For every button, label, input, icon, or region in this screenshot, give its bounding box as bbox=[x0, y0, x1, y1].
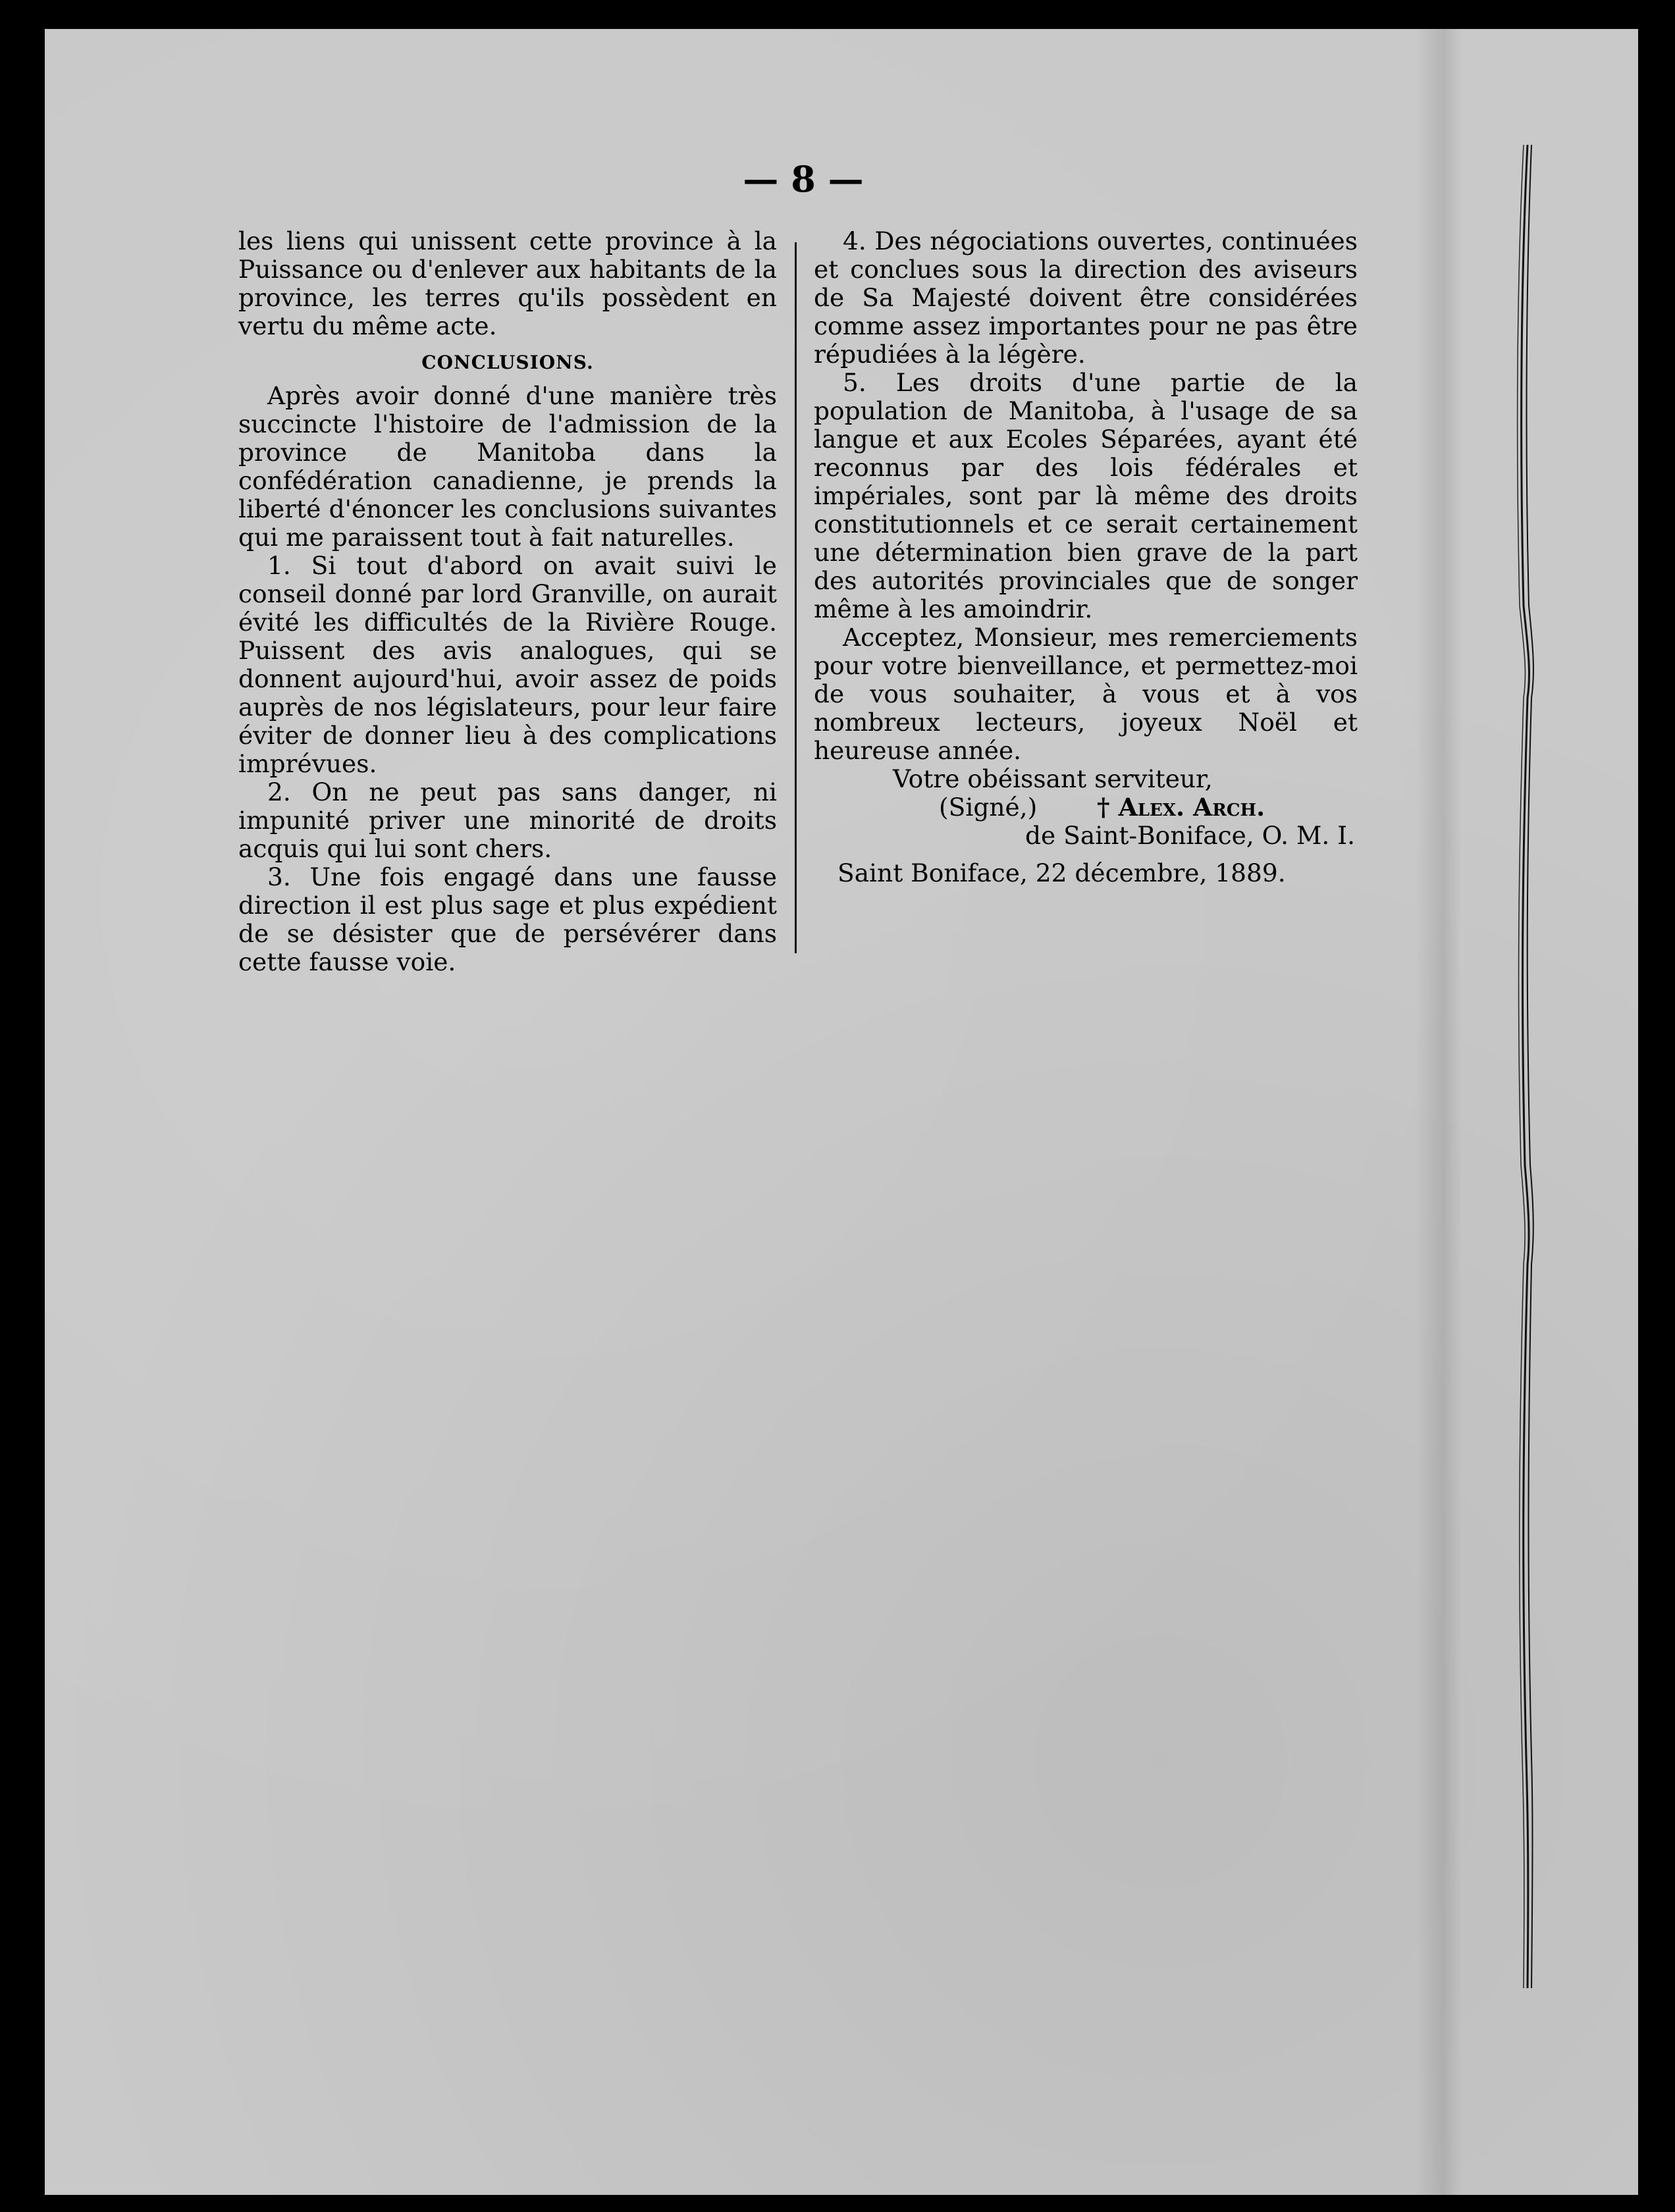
signed-label: (Signé,) bbox=[939, 793, 1038, 822]
binding-stitch bbox=[1508, 145, 1547, 1988]
paragraph: 1. Si tout d'abord on avait suivi le conseil donné par lord Granville, on aurait évité les difficultés de la Rivière Rouge. Puissent des avis analogues, qui se donnent aujourd'hui, avoir assez de poids auprès de nos législateurs, pour leur faire éviter de donner lieu à des complications imprévues. bbox=[238, 551, 777, 778]
paragraph: 3. Une fois engagé dans une fausse direction il est plus sage et plus expédient de se désister que de persévérer dans cette fausse voie. bbox=[238, 862, 777, 976]
signature-line bbox=[814, 793, 1358, 822]
signature: † Alex. Arch. bbox=[1097, 793, 1265, 822]
paragraph: Acceptez, Monsieur, mes remerciements pour votre bienveillance, et permettez-moi de vous souhaiter, à vous et à vos nombreux lecteurs, joyeux Noël et heureuse année. bbox=[814, 623, 1358, 765]
page-fold bbox=[1416, 29, 1462, 2195]
right-column bbox=[814, 227, 1358, 887]
paragraph: 4. Des négociations ouvertes, continuées et conclues sous la direction des aviseurs de Sa Majesté doivent être considérées comme assez importantes pour ne pas être répudiées à la légère. bbox=[814, 226, 1358, 369]
paragraph: les liens qui unissent cette province à la Puissance ou d'enlever aux habitants de la province, les terres qu'ils possèdent en vertu du même acte. bbox=[238, 226, 777, 340]
paragraph: Après avoir donné d'une manière très succincte l'histoire de l'admission de la province de Manitoba dans la confédération canadienne, je prends la liberté d'énoncer les conclusions suivantes qui me paraissent tout à fait naturelles. bbox=[238, 381, 777, 552]
paragraph: 2. On ne peut pas sans danger, ni impunité priver une minorité de droits acquis qui lui sont chers. bbox=[238, 777, 777, 863]
section-heading: CONCLUSIONS. bbox=[421, 352, 594, 373]
place-date: Saint Boniface, 22 décembre, 1889. bbox=[838, 858, 1286, 887]
column-divider bbox=[795, 242, 797, 953]
left-column bbox=[238, 227, 777, 976]
signature-title: de Saint-Boniface, O. M. I. bbox=[1025, 821, 1355, 850]
page-number: — 8 — bbox=[743, 158, 864, 200]
closing-line: Votre obéissant serviteur, bbox=[893, 764, 1213, 793]
paragraph: 5. Les droits d'une partie de la population de Manitoba, à l'usage de sa langue et aux Ecoles Séparées, ayant été reconnus par des lois fédérales et impériales, sont par là même des droits constitutionnels et ce serait certainement une détermination bien grave de la part des autorités provinciales que de songer même à les amoindrir. bbox=[814, 368, 1358, 623]
